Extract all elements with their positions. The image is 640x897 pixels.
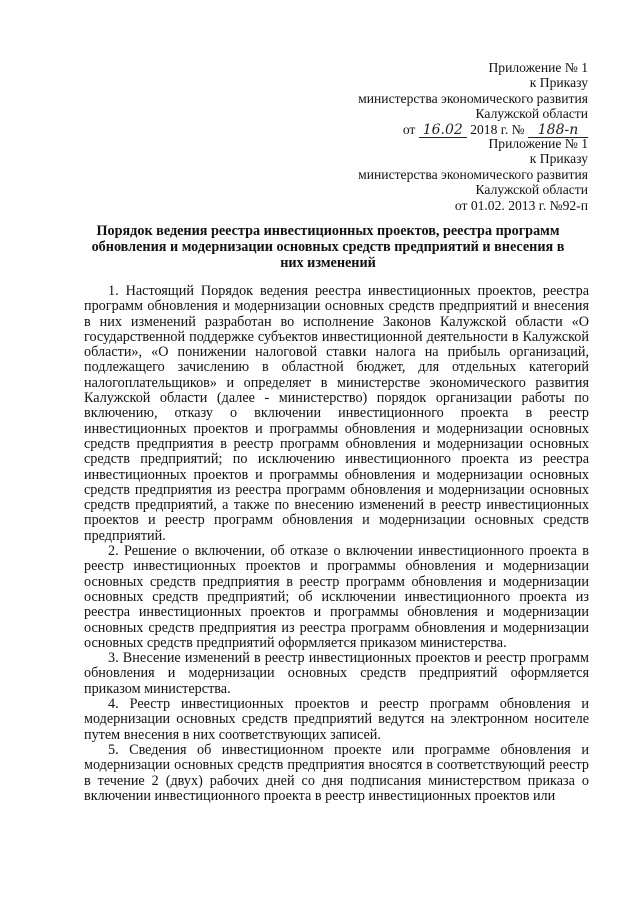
appendix-label: Приложение № 1 bbox=[488, 60, 588, 75]
order-label: к Приказу bbox=[529, 151, 588, 167]
paragraph-2: 2. Решение о включении, об отказе о включении инвестиционного проекта в реестр инвестиционных проектов и программы обновления и модернизации основных средств предприятия в реестр программ обновления и модернизации основных средств предприятий; об исключении инвестиционного проекта из реестра инвестиционных проектов и программы обновления и модернизации основных средств предприятия из реестра программ обновления и модернизации основных средств предприятий оформляется приказом министерства. bbox=[84, 543, 589, 651]
paragraph-4: 4. Реестр инвестиционных проектов и реестр программ обновления и модернизации основных средств предприятий ведутся на электронном носителе путем внесения в них соответствующих записей. bbox=[84, 696, 589, 743]
paragraph-1: 1. Настоящий Порядок ведения реестра инвестиционных проектов, реестра программ обновления и модернизации основных средств предприятий и внесения в них изменений разработан во исполнение Законов Калужской области «О государственной поддержке субъектов инвестиционной деятельности в Калужской области», «О понижении налоговой ставки налога на прибыль организаций, подлежащего зачислению в областной бюджет, для отдельных категорий налогоплательщиков» и определяет в министерстве экономического развития Калужской области (далее - министерство) порядок организации работы по включению, отказу о включении инвестиционного проекта в реестр инвестиционных проектов и программы обновления и модернизации основных средств предприятия в реестр программ обновления и модернизации основных средств предприятий; по исключению инвестиционного проекта из реестра инвестиционных проектов и программы обновления и модернизации основных средств предприятия из реестра программ обновления и модернизации основных средств предприятий, а также по внесению изменений в реестр инвестиционных проектов и реестр программ обновления и модернизации основных средств предприятий. bbox=[84, 283, 589, 544]
ministry-name: министерства экономического развития bbox=[358, 166, 588, 182]
date-handwritten: 16.02 bbox=[419, 123, 467, 138]
order-number-handwritten: 188-п bbox=[528, 123, 588, 138]
order-label: к Приказу bbox=[529, 75, 588, 91]
document-body bbox=[84, 284, 589, 804]
document-title: Порядок ведения реестра инвестиционных проектов, реестра программ обновления и модернизации основных средств предприятий и внесения в них изменений bbox=[91, 223, 565, 271]
date-prefix: от bbox=[402, 121, 416, 137]
current-appendix-header bbox=[358, 60, 588, 138]
region-name: Калужской области bbox=[475, 106, 588, 122]
paragraph-3: 3. Внесение изменений в реестр инвестиционных проектов и реестр программ обновления и модернизации основных средств предприятий оформляется приказом министерства. bbox=[84, 650, 589, 697]
ministry-name: министерства экономического развития bbox=[358, 90, 588, 106]
previous-appendix-header bbox=[358, 136, 588, 213]
region-name: Калужской области bbox=[475, 182, 588, 198]
paragraph-5: 5. Сведения об инвестиционном проекте или программе обновления и модернизации основных средств предприятия вносятся в соответствующий реестр в течение 2 (двух) рабочих дней со дня подписания министерством приказа о включении инвестиционного проекта в реестр инвестиционных проектов или bbox=[84, 741, 589, 804]
date-year: 2018 г. № bbox=[470, 121, 525, 137]
appendix-label: Приложение № 1 bbox=[488, 136, 588, 151]
order-date-number: от 01.02. 2013 г. №92-п bbox=[454, 197, 588, 213]
